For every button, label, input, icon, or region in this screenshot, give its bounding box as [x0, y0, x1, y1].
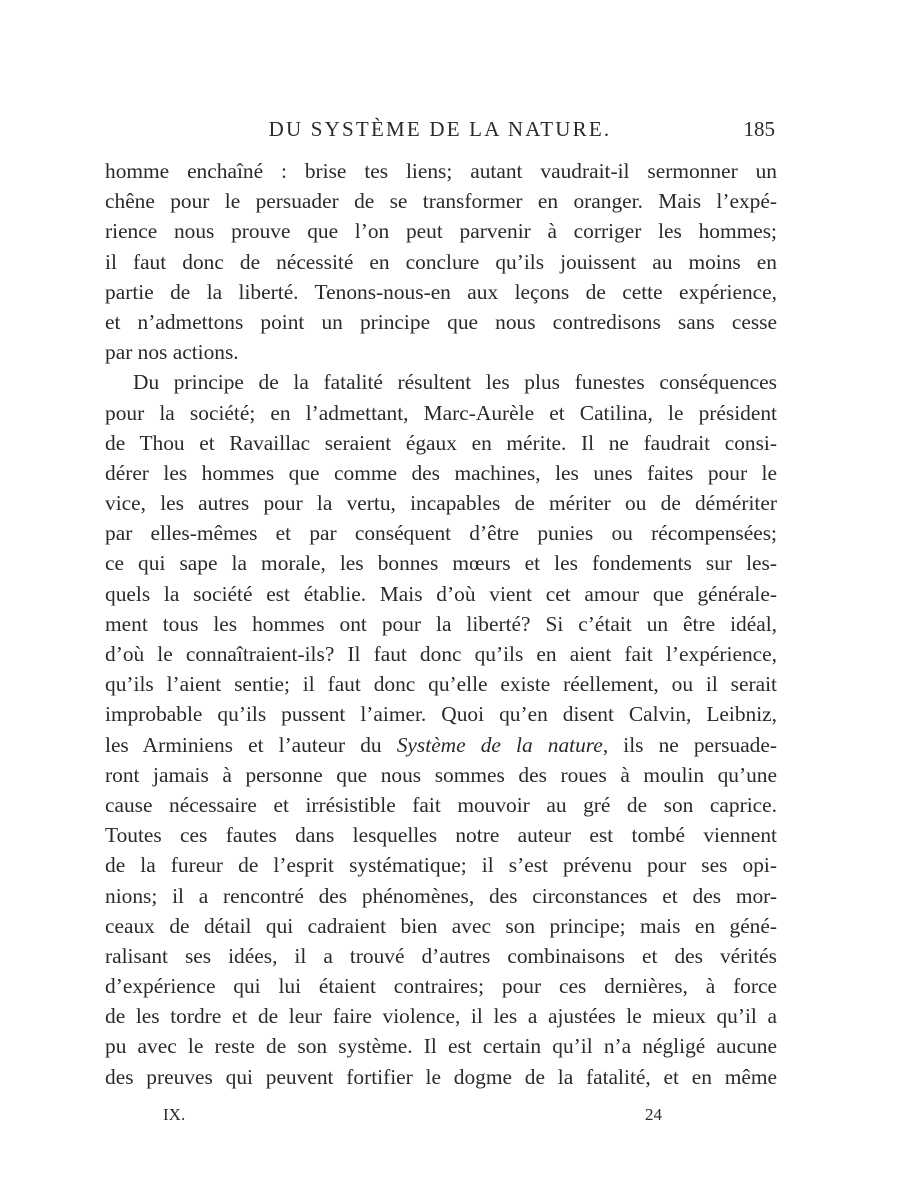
text-line: ralisant ses idées, il a trouvé d’autres combinaisons et des vérités: [105, 943, 777, 968]
text-line: improbable qu’ils pussent l’aimer. Quoi qu’en disent Calvin, Leibniz,: [105, 702, 777, 727]
text-line: qu’ils l’aient sentie; il faut donc qu’elle existe réellement, ou il serait: [105, 672, 777, 697]
text-line: par elles-mêmes et par conséquent d’être punies ou récompensées;: [105, 521, 777, 546]
text-line: chêne pour le persuader de se transformer en oranger. Mais l’expé-: [105, 189, 777, 214]
text-line: d’expérience qui lui étaient contraires; pour ces dernières, à force: [105, 974, 777, 999]
text-line-with-italic: [105, 730, 777, 760]
text-line: pour la société; en l’admettant, Marc-Aurèle et Catilina, le président: [105, 400, 777, 425]
text-line: homme enchaîné : brise tes liens; autant vaudrait-il sermonner un: [105, 159, 777, 183]
text-line: ment tous les hommes ont pour la liberté? Si c’était un être idéal,: [105, 611, 777, 636]
folio-mark: 24: [645, 1105, 662, 1124]
text-line: des preuves qui peuvent fortifier le dogme de la fatalité, et en même: [105, 1064, 777, 1089]
page-number: 185: [743, 117, 775, 141]
text-segment: , ils ne persuade-: [602, 732, 777, 757]
text-line: de Thou et Ravaillac seraient égaux en mérite. Il ne faudrait consi-: [105, 430, 777, 455]
text-line: d’où le connaîtraient-ils? Il faut donc qu’ils en aient fait l’expérience,: [105, 642, 777, 666]
running-title: DU SYSTÈME DE LA NATURE.: [268, 117, 612, 141]
text-line: par nos actions.: [105, 340, 239, 365]
text-line: pu avec le reste de son système. Il est certain qu’il n’a négligé aucune: [105, 1034, 777, 1059]
text-line: de les tordre et de leur faire violence, il les a ajustées le mieux qu’il a: [105, 1004, 777, 1029]
text-line: de la fureur de l’esprit systématique; il s’est prévenu pour ses opi-: [105, 853, 777, 878]
text-line: nions; il a rencontré des phénomènes, des circonstances et des mor-: [105, 883, 777, 908]
text-line: dérer les hommes que comme des machines, les unes faites pour le: [105, 460, 777, 485]
text-line: ceaux de détail qui cadraient bien avec son principe; mais en géné-: [105, 913, 777, 938]
running-head: [105, 114, 775, 144]
text-line: quels la société est établie. Mais d’où vient cet amour que générale-: [105, 581, 777, 606]
text-line: il faut donc de nécessité en conclure qu’ils jouissent au moins en: [105, 249, 777, 274]
text-line: Du principe de la fatalité résultent les plus funestes conséquences: [133, 370, 777, 395]
body-text: [105, 156, 777, 1092]
page-footer: [105, 1100, 775, 1130]
signature-mark: IX.: [163, 1105, 186, 1124]
text-line: ce qui sape la morale, les bonnes mœurs et les fondements sur les-: [105, 551, 777, 576]
text-line: et n’admettons point un principe que nous contredisons sans cesse: [105, 309, 777, 334]
text-line: cause nécessaire et irrésistible fait mouvoir au gré de son caprice.: [105, 792, 777, 817]
text-segment: les Arminiens et l’auteur du: [105, 732, 397, 757]
text-line: ront jamais à personne que nous sommes des roues à moulin qu’une: [105, 762, 777, 787]
text-line: vice, les autres pour la vertu, incapables de mériter ou de démériter: [105, 491, 777, 516]
italic-book-title: Système de la nature: [396, 732, 603, 757]
text-line: rience nous prouve que l’on peut parvenir à corriger les hommes;: [105, 219, 777, 244]
text-line: Toutes ces fautes dans lesquelles notre auteur est tombé viennent: [105, 823, 777, 848]
text-line: partie de la liberté. Tenons-nous-en aux leçons de cette expérience,: [105, 279, 777, 304]
